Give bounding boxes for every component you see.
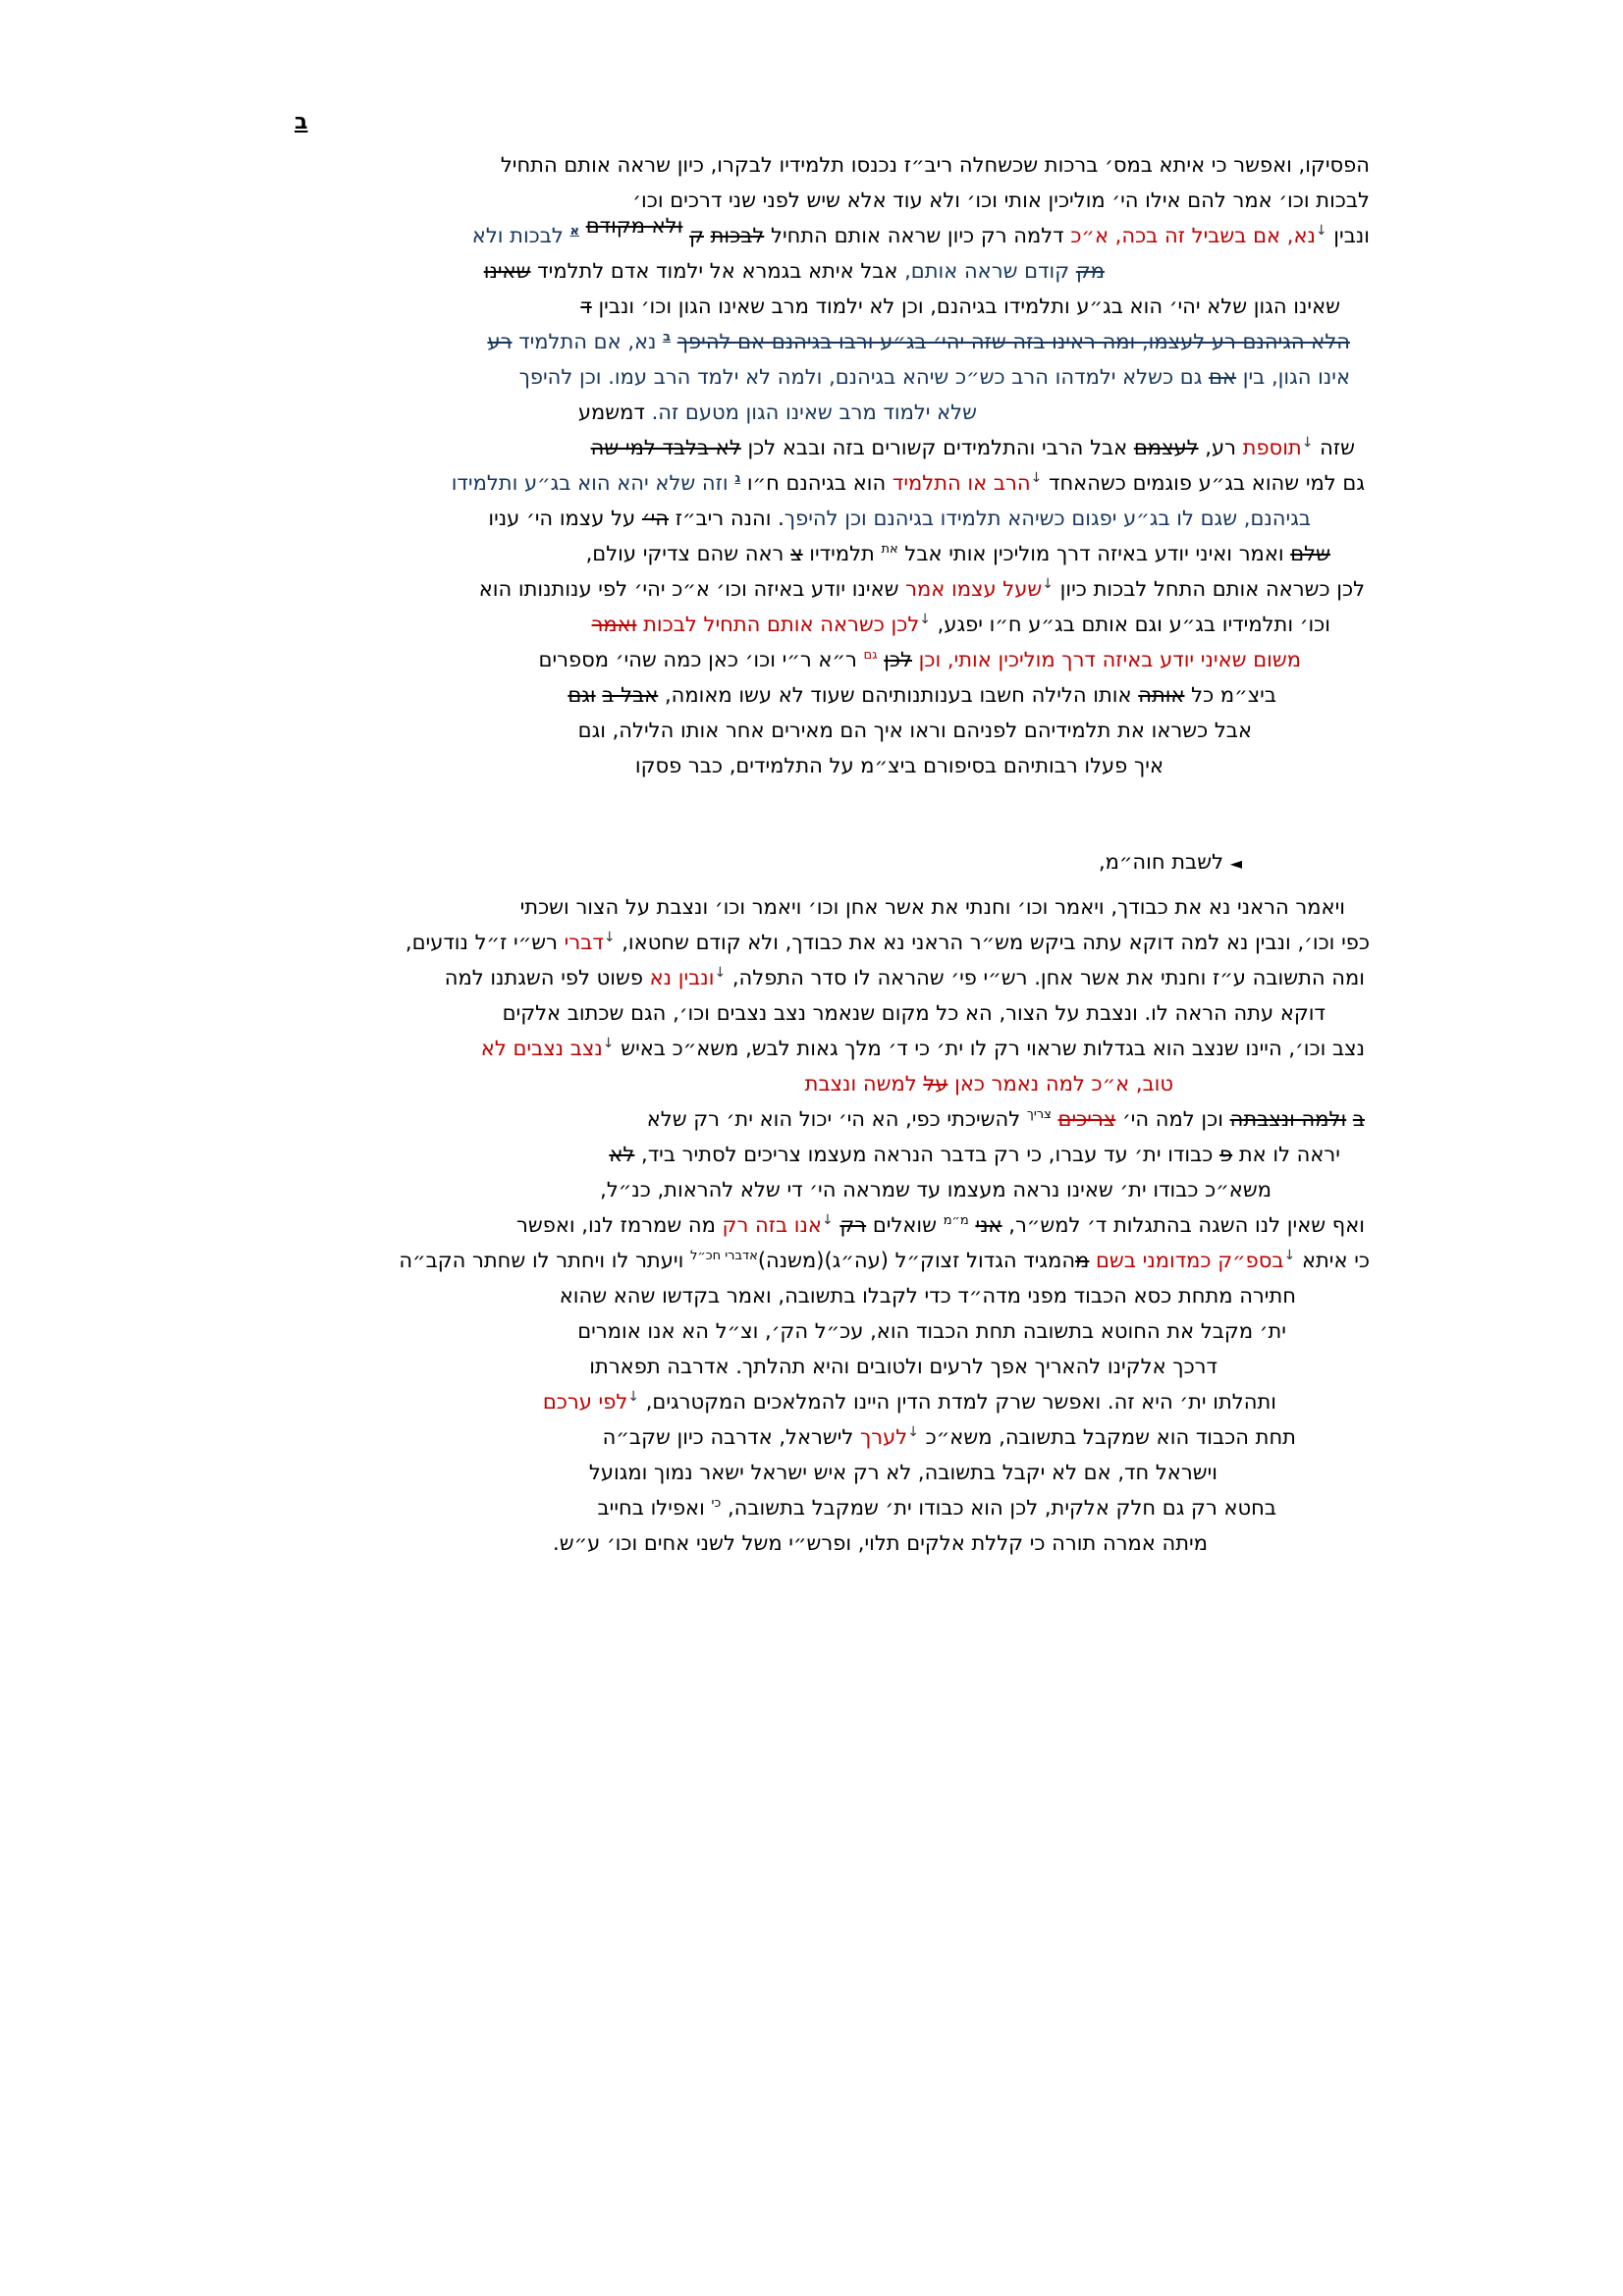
text-segment: משום שאיני יודע באיזה דרך מוליכין אותי, וכן — [911, 648, 1301, 671]
text-segment: ואפילו בחייב — [597, 1496, 712, 1520]
superscript-note: את — [881, 542, 898, 557]
text-segment: מק — [1075, 259, 1105, 283]
text-line — [250, 213, 1370, 253]
text-segment: דוקא עתה הראה לו. ונצבת על הצור, הא כל מקום שנאמר נצב נצבים וכו׳, הגם שכתוב אלקים — [502, 1001, 1325, 1025]
text-line — [250, 1419, 1370, 1455]
text-segment: אבל ב — [602, 683, 659, 707]
text-segment: ותהלתו ית׳ היא זה. ואפשר שרק למדת הדין היינו להמלאכים המקטרגים, — [639, 1390, 1276, 1414]
text-segment: לבכות ולא — [471, 224, 570, 247]
text-line — [250, 960, 1370, 995]
text-segment: הרב או התלמיד — [886, 471, 1031, 495]
text-line — [250, 677, 1370, 713]
text-line — [250, 1455, 1370, 1490]
text-segment: אבל כשראו את תלמידיהם לפניהם וראו איך הם מאירים אחר אותו הלילה, וגם — [577, 719, 1252, 742]
text-segment: אם — [1209, 365, 1237, 389]
text-segment: משא״כ כבודו ית׳ שאינו נראה מעצמו עד שמראה הי׳ די שלא להראות, כנ״ל, — [600, 1178, 1271, 1201]
text-segment — [704, 224, 711, 247]
insertion-arrow-icon: ↓ — [1301, 435, 1314, 451]
text-segment: תלמידיו — [802, 542, 882, 565]
text-segment — [1052, 1107, 1058, 1131]
superscript-note: אדברי חכ״ל — [689, 1249, 758, 1263]
text-segment: נצב נצבים לא — [480, 1037, 603, 1060]
text-segment: לערך — [853, 1425, 908, 1449]
text-line — [250, 1137, 1370, 1172]
insertion-arrow-icon: ↓ — [627, 1389, 640, 1405]
text-line — [250, 1384, 1370, 1419]
text-segment: טוב, א״כ למה נאמר כאן — [947, 1072, 1173, 1095]
text-segment: שאינו יודע באיזה וכו׳ א״כ יהי׳ לפי ענותנותו הוא — [478, 577, 899, 601]
text-segment — [671, 330, 677, 353]
text-segment: רק — [839, 1213, 867, 1237]
text-segment: פשוט לפי השגתנו למה — [444, 966, 643, 989]
text-segment: ויאמר הראני נא את כבודך, ויאמר וכו׳ וחנתי את אשר אחן וכו׳ ויאמר וכו׳ ונצבת על הצור ושכתי — [519, 895, 1345, 919]
text-segment: רע — [487, 330, 513, 353]
text-segment: בגיהנם, שגם לו בג״ע יפגום כשיהא תלמידו בגיהנם וכן להיפך — [784, 507, 1311, 530]
text-segment: לבכות וכו׳ אמר להם אילו הי׳ מוליכין אותי וכו׳ ולא עוד אלא שיש לפני שני דרכים וכו׳ — [632, 188, 1370, 212]
text-segment: כפי וכו׳, ונבין נא למה דוקא עתה ביקש מש״ר הראני נא את כבודך, ולא קודם שחטאו, — [615, 931, 1370, 954]
text-segment: ראה שהם צדיקי עולם, — [585, 542, 791, 565]
text-segment: וכן למה הי׳ — [1115, 1107, 1230, 1131]
paragraph-2 — [250, 889, 1370, 1561]
text-segment: שואלים — [866, 1213, 944, 1237]
text-segment: לכן כשראה אותם התחיל לבכות — [636, 613, 920, 636]
text-segment: ולמה ונצבתה — [1229, 1107, 1347, 1131]
text-segment: תוספת — [1235, 436, 1302, 459]
text-segment: שעל עצמו אמר — [898, 577, 1043, 601]
insertion-arrow-icon: ↓ — [1283, 1248, 1296, 1263]
text-line — [250, 1243, 1370, 1278]
text-line — [250, 642, 1370, 677]
text-line — [250, 713, 1370, 748]
text-segment: צ — [790, 542, 803, 565]
text-segment: הוא בגיהנם ח״ו — [740, 471, 887, 495]
text-segment: ונבין נא — [642, 966, 715, 989]
text-line — [250, 1278, 1370, 1313]
text-segment: חתירה מתחת כסא הכבוד מפני מדה״ד כדי לקבלו בתשובה, ואמר בקדשו שהא שהוא — [559, 1284, 1296, 1308]
text-segment: אבל הרבי והתלמידים קשורים בזה ובבא לכן — [740, 436, 1134, 459]
text-segment: הי׳ — [641, 507, 670, 530]
text-segment: דמשמע — [577, 400, 645, 424]
text-line — [250, 359, 1370, 395]
insertion-arrow-icon: ↓ — [603, 930, 616, 945]
paragraph-1 — [250, 147, 1370, 783]
text-segment: גם כשלא ילמדהו הרב כש״כ שיהא בגיהנם, ולמה לא ילמד הרב עמו. וכן להיפך — [518, 365, 1210, 389]
text-segment: אני — [975, 1213, 1002, 1237]
text-segment: לא בלבד למי שה — [590, 436, 741, 459]
text-segment: נא, אם בשביל זה בכה, א״כ — [1063, 224, 1316, 247]
text-segment: ומה התשובה ע״ז וחנתי את אשר אחן. רש״י פי׳ שהראה לו סדר התפלה, — [726, 966, 1365, 989]
text-line — [250, 1525, 1370, 1561]
text-segment: נא, אם התלמיד — [512, 330, 664, 353]
text-segment: דלמה רק כיון שראה אותם התחיל — [764, 224, 1064, 247]
text-line — [250, 748, 1370, 783]
text-line — [250, 889, 1370, 925]
text-segment: ד — [580, 294, 592, 318]
insertion-arrow-icon: ↓ — [714, 965, 727, 981]
text-line — [250, 1313, 1370, 1349]
text-segment: ויעתר לו ויחתר לו שחתר הקב״ה — [399, 1249, 690, 1272]
text-segment: למשה ונצבת — [804, 1072, 924, 1095]
text-segment: להשיכתי כפי, הא הי׳ יכול הוא ית׳ רק שלא — [646, 1107, 1027, 1131]
text-segment: איך פעלו רבותיהם בסיפורם ביצ״מ על התלמידים, כבר פסקו — [634, 754, 1163, 777]
page-number: ב — [295, 110, 308, 134]
text-segment: לכן כשראה אותם התחל לבכות כיון — [1053, 577, 1365, 601]
text-segment: על — [923, 1072, 948, 1095]
text-segment: תחת הכבוד הוא שמקבל בתשובה, משא״כ — [918, 1425, 1296, 1449]
text-segment: הלא הגיהנם רע לעצמו, ומה ראינו בזה שזה יהי׳ בג״ע ורבו בגיהנם אם להיפך — [676, 330, 1350, 353]
text-segment: הפסיקו, ואפשר כי איתא במס׳ ברכות שכשחלה ריב״ז נכנסו תלמידיו לבקרו, כיון שראה אותם התחיל — [500, 153, 1370, 177]
text-line — [250, 1101, 1370, 1137]
text-segment: מיתה אמרה תורה כי קללת אלקים תלוי, ופרש״י משל לשני אחים וכו׳ ע״ש. — [553, 1531, 1208, 1555]
text-segment: ולא מקודם — [585, 213, 683, 238]
text-segment: לבכות — [710, 224, 765, 247]
text-segment: מה שמרמז לנו, ואפשר — [515, 1213, 716, 1237]
text-line — [250, 536, 1370, 571]
text-line — [250, 995, 1370, 1031]
text-line — [250, 253, 1370, 289]
insertion-arrow-icon: ↓ — [907, 1424, 919, 1440]
text-segment: וזה שלא יהא הוא בג״ע ותלמידו — [451, 471, 735, 495]
text-line — [250, 1172, 1370, 1207]
text-segment: ית׳ מקבל את החוטא בתשובה תחת הכבוד הוא, עכ״ל הק׳, וצ״ל הא אנו אומרים — [577, 1319, 1286, 1343]
text-segment: שאינו — [483, 259, 531, 283]
text-segment: ק — [689, 224, 704, 247]
text-segment: בחטא רק גם חלק אלקית, לכן הוא כבודו ית׳ שמקבל בתשובה, — [721, 1496, 1276, 1520]
text-segment: לפי ערכם — [542, 1390, 628, 1414]
text-segment: אנו בזה רק — [715, 1213, 822, 1237]
text-segment: יראה לו את — [1232, 1143, 1340, 1166]
insertion-arrow-icon: ↓ — [1042, 576, 1054, 592]
text-segment: ואמר ואיני יודע באיזה דרך מוליכין אותי אבל — [897, 542, 1291, 565]
text-line — [250, 571, 1370, 607]
text-segment: ונבין — [1326, 224, 1370, 247]
text-segment: מ — [1075, 1249, 1090, 1272]
superscript-note: כי — [711, 1496, 722, 1511]
section-header — [250, 844, 1370, 881]
text-segment: ביצ״מ כל — [1184, 683, 1276, 707]
text-line — [250, 1066, 1370, 1101]
text-line — [250, 1031, 1370, 1066]
superscript-note: גם — [863, 648, 878, 663]
text-line — [250, 324, 1370, 359]
text-segment: כי איתא — [1295, 1249, 1370, 1272]
text-line — [250, 430, 1370, 465]
text-segment: לכן — [884, 648, 912, 671]
text-segment: רש״י ז״ל נודעים, — [405, 931, 558, 954]
text-segment: אינו הגון, בין — [1236, 365, 1350, 389]
superscript-note: צריך — [1026, 1107, 1052, 1122]
body-text — [250, 147, 1370, 1561]
text-segment: לשבת חוה״מ, — [1098, 850, 1230, 874]
text-segment: על עצמו הי׳ עניו — [488, 507, 642, 530]
text-line — [250, 465, 1370, 501]
text-segment: דברי — [558, 931, 604, 954]
text-segment: דרכך אלקינו להאריך אפך לרעים ולטובים והיא תהלתך. אדרבה תפארתו — [589, 1355, 1217, 1378]
text-segment: שזה — [1313, 436, 1355, 459]
text-line — [250, 607, 1370, 642]
text-segment: גם למי שהוא בג״ע פוגמים כשהאחד — [1042, 471, 1365, 495]
text-segment: אבל איתא בגמרא אל ילמוד אדם לתלמיד — [530, 259, 898, 283]
text-line — [250, 1490, 1370, 1525]
text-segment — [1346, 1107, 1353, 1131]
note-marker: א — [569, 224, 579, 239]
note-marker: ב — [663, 330, 672, 345]
text-line — [250, 1349, 1370, 1384]
text-line — [250, 147, 1370, 183]
text-segment: אותה — [1138, 683, 1185, 707]
text-segment: שלם — [1290, 542, 1330, 565]
text-segment: לעצמם — [1133, 436, 1199, 459]
text-line — [250, 183, 1370, 218]
text-line — [250, 1207, 1370, 1243]
text-line — [250, 844, 1370, 881]
text-segment: ואף שאין לנו השגה בהתגלות ד׳ למש״ר, — [1001, 1213, 1365, 1237]
text-segment: כבודו ית׳ עד עברו, כי רק בדבר הנראה מעצמו צריכים לסתיר ביד, — [634, 1143, 1220, 1166]
text-segment: לא — [609, 1143, 635, 1166]
text-segment: . והנה ריב״ז — [669, 507, 784, 530]
insertion-arrow-icon: ↓ — [1315, 223, 1327, 239]
text-segment: וישראל חד, אם לא יקבל בתשובה, לא רק איש ישראל ישאר נמוך ומגועל — [588, 1461, 1217, 1484]
text-segment: בספ״ק כמדומני בשם — [1089, 1249, 1284, 1272]
text-segment: אותו הלילה חשבו בענותנותיהם שעוד לא עשו מאומה, — [658, 683, 1139, 707]
text-segment: נצב וכו׳, היינו שנצב הוא בגדלות שראוי רק לו ית׳ כי ד׳ מלך גאות לבש, משא״כ באיש — [614, 1037, 1365, 1060]
text-segment: וכו׳ ותלמידיו בג״ע וגם אותם בג״ע ח״ו יפגע, — [931, 613, 1330, 636]
text-segment: קודם שראה אותם, — [897, 259, 1076, 283]
text-segment: שאינו הגון שלא יהי׳ הוא בג״ע ותלמידו בגיהנם, וכן לא ילמוד מרב שאינו הגון וכו׳ ונבין — [591, 294, 1340, 318]
superscript-note: מ״מ — [943, 1213, 969, 1228]
text-segment: לישראל, אדרבה כיון שקב״ה — [602, 1425, 854, 1449]
text-segment: שלא ילמוד מרב שאינו הגון מטעם זה. — [644, 400, 977, 424]
text-segment: ר״א ר״י וכו׳ כאן כמה שהי׳ מספרים — [538, 648, 864, 671]
text-segment: ב — [1352, 1107, 1365, 1131]
note-marker: ג — [734, 471, 741, 486]
insertion-arrow-icon: ↓ — [919, 612, 931, 627]
text-segment — [579, 224, 586, 247]
text-segment: וגם — [568, 683, 596, 707]
text-line — [250, 501, 1370, 536]
insertion-arrow-icon: ↓ — [821, 1212, 834, 1228]
text-segment: ואמר — [591, 613, 637, 636]
text-segment: המגיד הגדול זצוק״ל (עה״ג)(משנה) — [757, 1249, 1076, 1272]
text-segment: פ — [1219, 1143, 1233, 1166]
insertion-arrow-icon: ↓ — [602, 1036, 615, 1051]
text-line — [250, 289, 1370, 324]
text-line — [250, 395, 1370, 430]
insertion-arrow-icon: ↓ — [1030, 470, 1043, 486]
section-triangle-icon: ◄ — [1229, 854, 1242, 873]
text-line — [250, 925, 1370, 960]
text-segment: רע, — [1198, 436, 1236, 459]
text-segment: צריכים — [1057, 1107, 1116, 1131]
